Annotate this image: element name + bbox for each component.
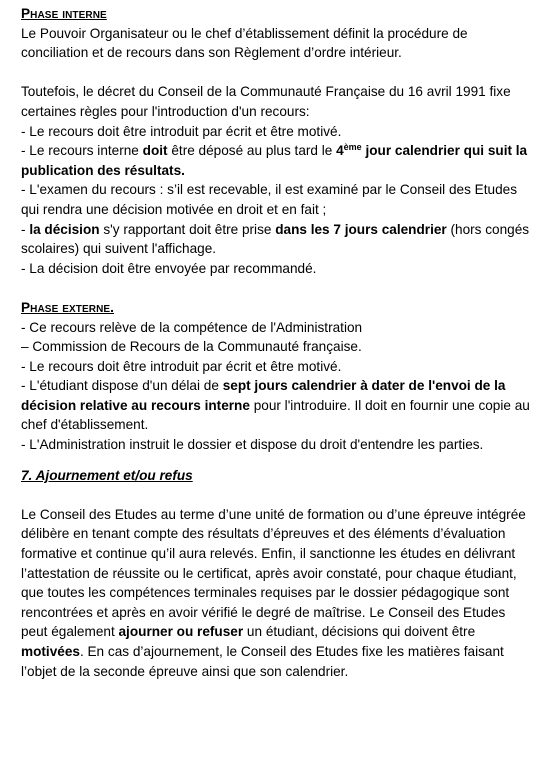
internal-intro-paragraph: Le Pouvoir Organisateur ou le chef d’établissement définit la procédure de conciliation et de recours dans son Règlement d’ordre intérieur. — [21, 25, 468, 61]
internal-phase-heading: Phase interne — [21, 6, 107, 21]
external-rule-1: - Ce recours relève de la compétence de l'Administration — [21, 319, 363, 335]
external-rule-4: - L'étudiant dispose d'un délai de sept jours calendrier à dater de l'envoi de la décision relative au recours interne pour l'introduire. Il doit en fournir une copie au chef d'établissement. — [21, 378, 530, 433]
external-rule-3: - Le recours doit être introduit par écrit et être motivé. — [21, 358, 342, 374]
spacer — [21, 278, 530, 298]
section-7-title: 7. Ajournement et/ou refus — [21, 467, 193, 483]
external-rule-2: – Commission de Recours de la Communauté française. — [21, 339, 362, 355]
external-phase-heading: Phase externe. — [21, 299, 115, 315]
internal-rule-1: - Le recours doit être introduit par écrit et être motivé. — [21, 123, 342, 139]
internal-rule-2: - Le recours interne doit être déposé au plus tard le 4ème jour calendrier qui suit la publication des résultats. — [21, 142, 528, 178]
spacer — [21, 485, 530, 505]
section-7-paragraph: Le Conseil des Etudes au terme d’une unité de formation ou d’une épreuve intégrée délibère en tenant compte des résultats d’épreuves et des éléments d’évaluation formative et continue qu’il aura relevés. Enfin, il sanctionne les études en délivrant l’attestation de réussite ou le certificat, après avoir constaté, pour chaque étudiant, que toutes les compétences terminales requises par le dossier pédagogique sont rencontrées et après en avoir vérifié le degré de maîtrise. Le Conseil des Etudes peut également ajourner ou refuser un étudiant, décisions qui doivent être motivées. En cas d’ajournement, le Conseil des Etudes fixe les matières faisant l’objet de la seconde épreuve ainsi que son calendrier. — [21, 506, 526, 679]
internal-rule-4: - la décision s'y rapportant doit être prise dans les 7 jours calendrier (hors congés scolaires) qui suivent l'affichage. — [21, 221, 530, 257]
internal-rule-3: - L'examen du recours : s’il est recevable, il est examiné par le Conseil des Etudes qui rendra une décision motivée en droit et en fait ; — [21, 182, 517, 217]
external-rule-5: - L'Administration instruit le dossier et dispose du droit d'entendre les parties. — [21, 437, 484, 453]
spacer — [21, 63, 530, 83]
internal-rules-paragraph: Toutefois, le décret du Conseil de la Communauté Française du 16 avril 1991 fixe certaines règles pour l'introduction d'un recours: — [21, 84, 511, 119]
spacer — [21, 455, 530, 466]
internal-rule-5: - La décision doit être envoyée par recommandé. — [21, 260, 317, 276]
